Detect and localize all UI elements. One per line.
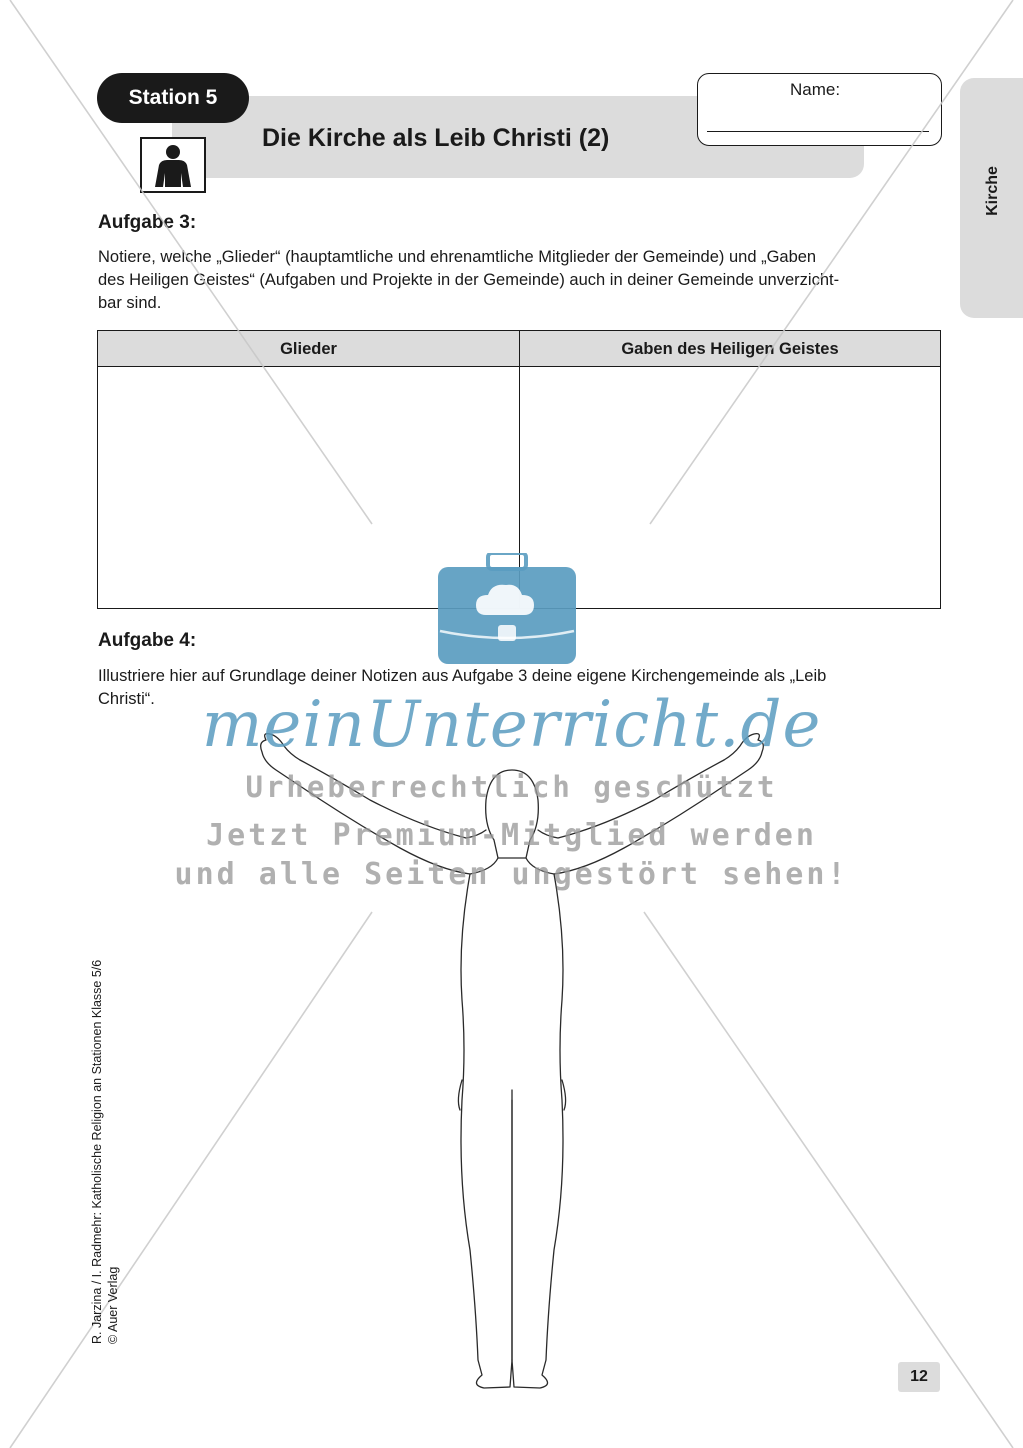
watermark-line-3: und alle Seiten ungestört sehen! [174,857,849,892]
task4-line-2: Christi“. [98,690,155,708]
table-header-glieder: Glieder [280,340,337,358]
page-number: 12 [898,1362,940,1392]
table-header-gaben: Gaben des Heiligen Geistes [621,340,839,358]
name-label: Name: [790,80,841,99]
watermark-line-2: Jetzt Premium-Mitglied werden [206,818,817,853]
brand-watermark: meinUnterricht.de [201,688,822,762]
chapter-tab-label: Kirche [984,166,1001,216]
page-title: Die Kirche als Leib Christi (2) [262,124,610,152]
task3-line-2: des Heiligen Geistes“ (Aufgaben und Projekte in der Gemeinde) auch in deiner Gemeinde unverzicht- [98,271,840,289]
task4-line-1: Illustriere hier auf Grundlage deiner Notizen aus Aufgabe 3 deine eigene Kirchengemeinde als „Leib [98,667,827,685]
credit-line-1: R. Jarzina / I. Radmehr: Katholische Religion an Stationen Klasse 5/6 [90,959,104,1344]
briefcase-cloud-icon [436,553,578,666]
task4-heading: Aufgabe 4: [98,630,197,651]
station-badge: Station 5 [97,73,249,123]
watermark-line-1: Urheberrechtlich geschützt [245,770,778,804]
task3-line-3: bar sind. [98,294,162,312]
publisher-credit [89,924,121,1344]
task3-heading: Aufgabe 3: [98,212,197,233]
credit-line-2: © Auer Verlag [106,1266,120,1344]
task3-line-1: Notiere, welche „Glieder“ (hauptamtliche und ehrenamtliche Mitglieder der Gemeinde) und „Gaben [98,248,817,266]
